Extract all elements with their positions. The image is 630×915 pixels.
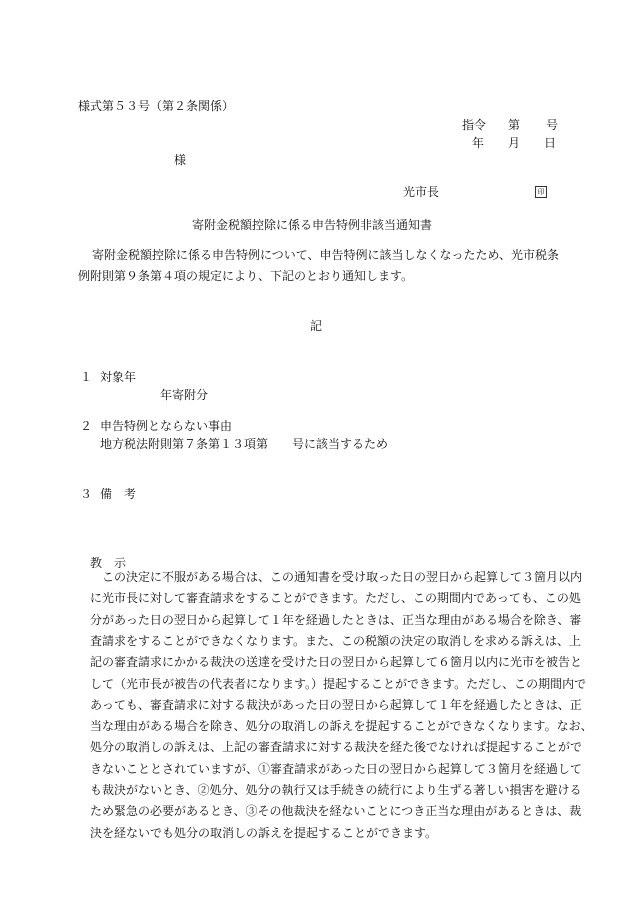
item3-label: 備 考 <box>100 487 137 501</box>
date-year: 年 <box>472 136 485 150</box>
item2-number: ２ <box>80 419 93 433</box>
date-month: 月 <box>508 136 521 150</box>
notice-line: 処分の取消しの訴えは、上記の審査請求に対する裁決を経た後でなければ提起することがで <box>90 740 583 755</box>
notice-heading: 教 示 <box>90 556 127 570</box>
item1-label: 対象年 <box>100 370 137 384</box>
document-title: 寄附金税額控除に係る申告特例非該当通知書 <box>192 218 433 232</box>
date-day: 日 <box>544 136 557 150</box>
notice-line: あっても、審査請求に対する裁決があった日の翌日から起算して１年を経過したときは、正 <box>90 697 582 712</box>
notice-line: 記の審査請求にかかる裁決の送達を受けた日の翌日から起算して６箇月以内に光市を被告と <box>90 655 583 670</box>
reference-go: 号 <box>546 118 559 132</box>
notice-line: 当な理由がある場合を除き、処分の取消しの訴えを提起することができなくなります。なお、 <box>90 719 593 734</box>
notice-line: きないこととされていますが、①審査請求があった日の翌日から起算して３箇月を経過して <box>90 761 582 776</box>
notice-line: 査請求をすることができなくなります。また、この税額の決定の取消しを求める訴えは、上 <box>90 633 582 648</box>
item2-value: 地方税法附則第７条第１３項第 号に該当するため <box>100 437 389 451</box>
form-id: 様式第５３号（第２条関係） <box>78 99 235 113</box>
issuer: 光市長 <box>403 185 440 199</box>
intro-line-1: 寄附金税額控除に係る申告特例について、申告特例に該当しなくなったため、光市税条 <box>92 248 560 262</box>
item1-number: １ <box>80 370 93 384</box>
intro-line-2: 例附則第９条第４項の規定により、下記のとおり通知します。 <box>78 269 414 283</box>
notice-line: 分があった日の翌日から起算して１年を経過したときは、正当な理由がある場合を除き、審 <box>90 612 582 627</box>
notice-line: ため緊急の必要があるとき、③その他裁決を経ないことにつき正当な理由があるときは、裁 <box>90 804 582 819</box>
item1-value: 年寄附分 <box>160 388 209 402</box>
item3-number: ３ <box>80 487 93 501</box>
ki-heading: 記 <box>310 319 323 333</box>
notice-line: 決を経ないでも処分の取消しの訴えを提起することができます。 <box>90 825 438 840</box>
notice-line: も裁決がないとき、②処分、処分の執行又は手続きの続行により生ずる著しい損害を避ける <box>90 783 582 797</box>
reference-dai: 第 <box>508 118 521 132</box>
notice-line: に光市長に対して審査請求をすることができます。ただし、この期間内であっても、この処 <box>90 591 581 606</box>
item2-label: 申告特例とならない事由 <box>100 419 233 433</box>
notice-line: して（光市長が被告の代表者になります。）提起することができます。ただし、この期間内で <box>90 676 587 691</box>
notice-line: この決定に不服がある場合は、この通知書を受け取った日の翌日から起算して３箇月以内 <box>102 570 583 584</box>
seal-mark <box>535 185 547 198</box>
addressee-suffix: 様 <box>174 153 187 167</box>
reference-shirei: 指令 <box>462 118 487 132</box>
seal-icon: 印 <box>535 186 547 198</box>
